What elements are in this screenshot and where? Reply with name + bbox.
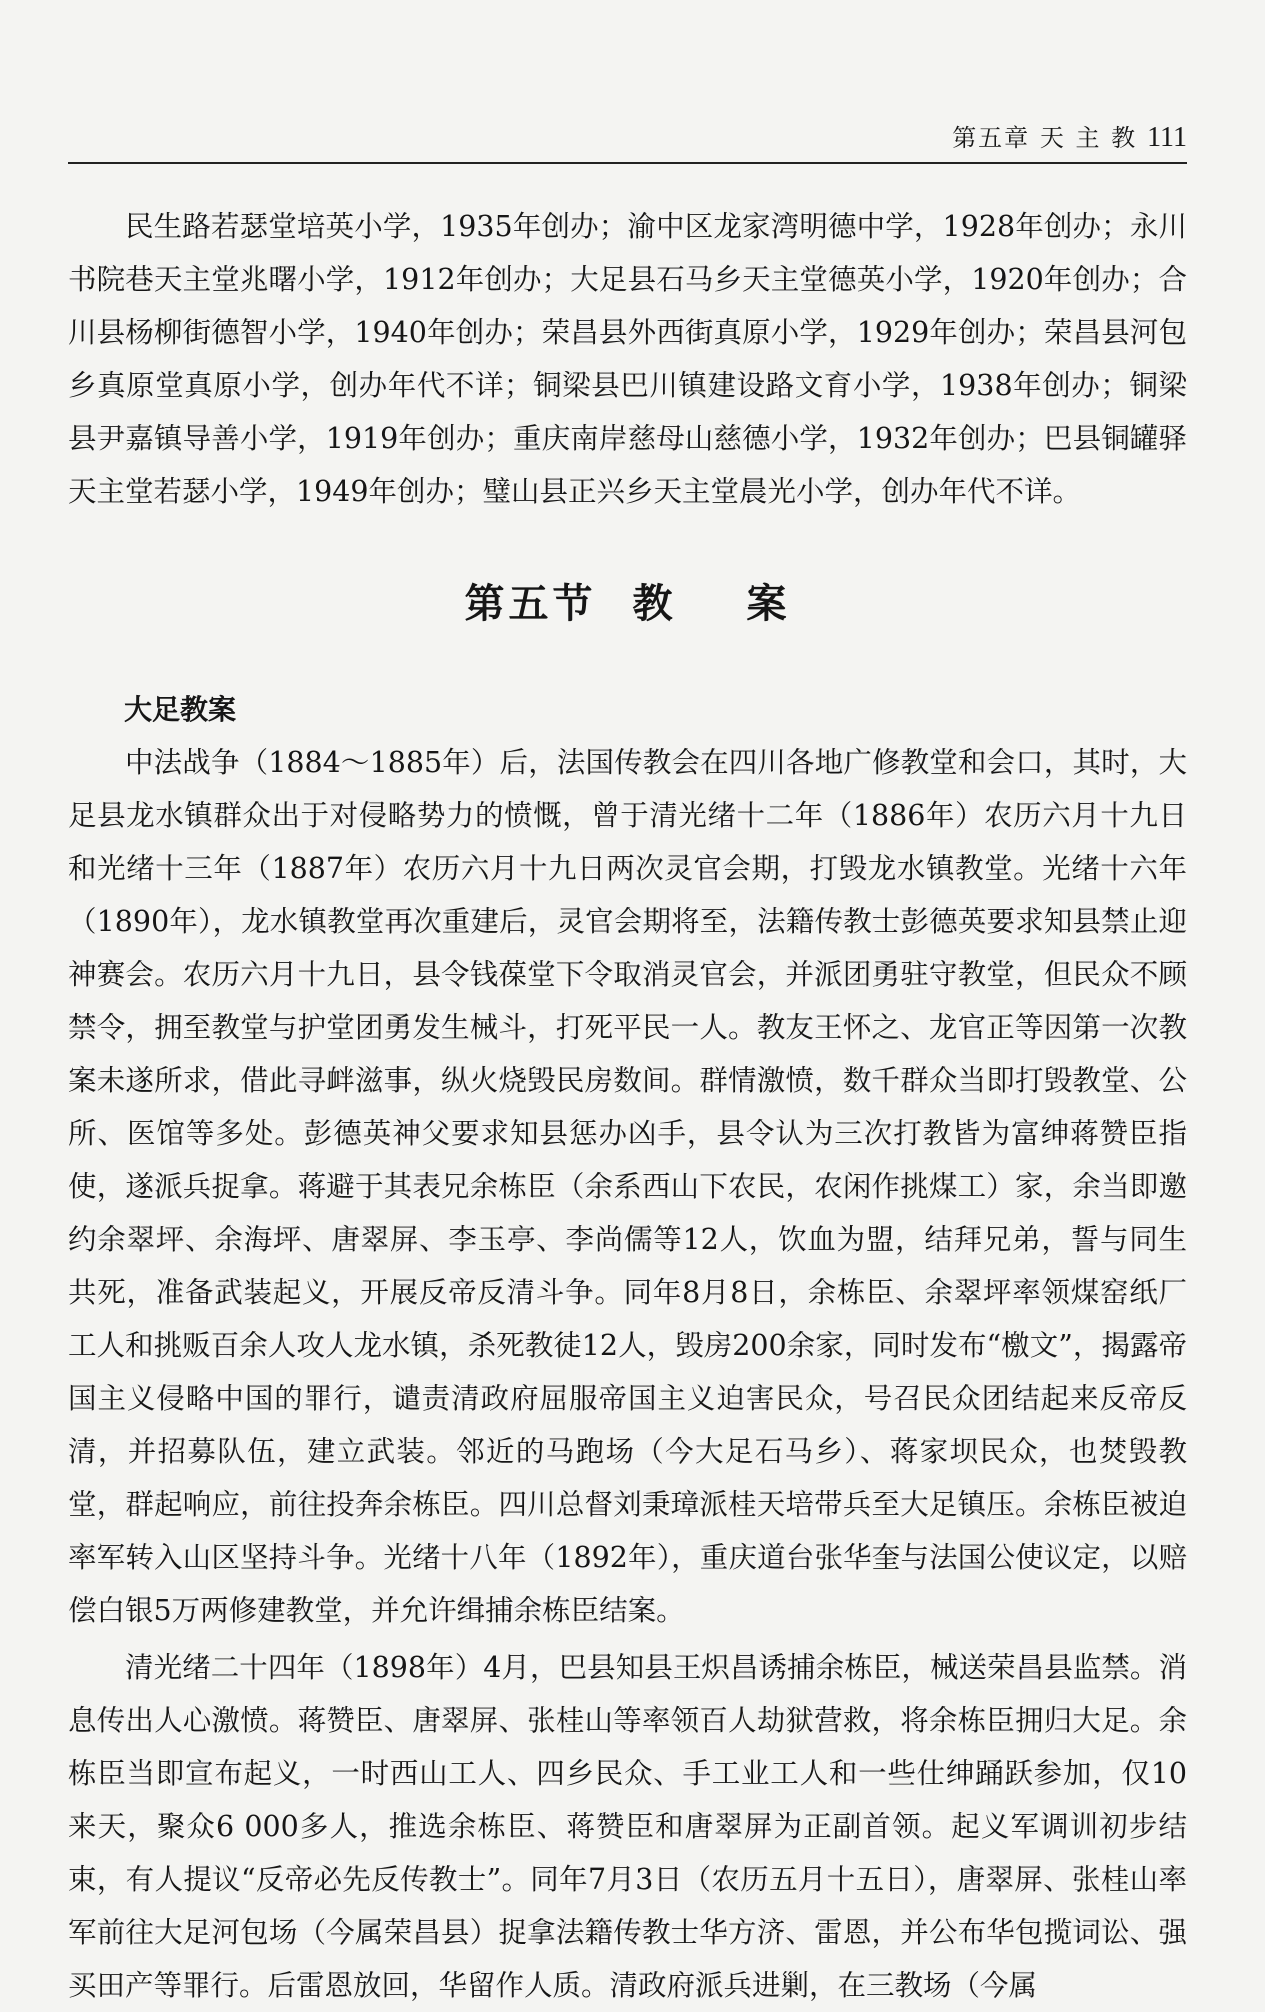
section-number: 第五节 <box>464 581 597 627</box>
paragraph-dazu-case-1: 中法战争（1884～1885年）后，法国传教会在四川各地广修教堂和会口，其时，大足县龙水镇群众出于对侵略势力的愤慨，曾于清光绪十二年（1886年）农历六月十九日和光绪十三年（1887年）农历六月十九日两次灵官会期，打毁龙水镇教堂。光绪十六年（1890年），龙水镇教堂再次重建后，灵官会期将至，法籍传教士彭德英要求知县禁止迎神赛会。农历六月十九日，县令钱葆堂下令取消灵官会，并派团勇驻守教堂，但民众不顾禁令，拥至教堂与护堂团勇发生械斗，打死平民一人。教友王怀之、龙官正等因第一次教案未遂所求，借此寻衅滋事，纵火烧毁民房数间。群情激愤，数千群众当即打毁教堂、公所、医馆等多处。彭德英神父要求知县惩办凶手，县令认为三次打教皆为富绅蒋赞臣指使，遂派兵捉拿。蒋避于其表兄余栋臣（余系西山下农民，农闲作挑煤工）家，余当即邀约余翠坪、余海坪、唐翠屏、李玉亭、李尚儒等12人，饮血为盟，结拜兄弟，誓与同生共死，准备武装起义，开展反帝反清斗争。同年8月8日，余栋臣、余翠坪率领煤窑纸厂工人和挑贩百余人攻人龙水镇，杀死教徒12人，毁房200余家，同时发布“檄文”，揭露帝国主义侵略中国的罪行，谴责清政府屈服帝国主义迫害民众，号召民众团结起来反帝反清，并招募队伍，建立武装。邻近的马跑场（今大足石马乡）、蒋家坝民众，也焚毁教堂，群起响应，前往投奔余栋臣。四川总督刘秉璋派桂天培带兵至大足镇压。余栋臣被迫率军转入山区坚持斗争。光绪十八年（1892年），重庆道台张华奎与法国公使议定，以赔偿白银5万两修建教堂，并允许缉捕余栋臣结案。 <box>68 746 1187 1627</box>
section-word-2: 案 <box>746 581 791 627</box>
section-title <box>68 576 1187 632</box>
subsection-title: 大足教案 <box>124 693 237 726</box>
running-header <box>68 118 1187 164</box>
paragraph-dazu-case-2: 清光绪二十四年（1898年）4月，巴县知县王炽昌诱捕余栋臣，械送荣昌县监禁。消息传出人心激愤。蒋赞臣、唐翠屏、张桂山等率领百人劫狱营救，将余栋臣拥归大足。余栋臣当即宣布起义，一时西山工人、四乡民众、手工业工人和一些仕绅踊跃参加，仅10来天，聚众6 000多人，推选余栋臣、蒋赞臣和唐翠屏为正副首领。起义军调训初步结束，有人提议“反帝必先反传教士”。同年7月3日（农历五月十五日），唐翠屏、张桂山率军前往大足河包场（今属荣昌县）捉拿法籍传教士华方济、雷恩，并公布华包揽词讼、强买田产等罪行。后雷恩放回，华留作人质。清政府派兵进剿，在三教场（今属 <box>68 1651 1187 2002</box>
paragraph-school-list: 民生路若瑟堂培英小学，1935年创办；渝中区龙家湾明德中学，1928年创办；永川书院巷天主堂兆曙小学，1912年创办；大足县石马乡天主堂德英小学，1920年创办；合川县杨柳街德智小学，1940年创办；荣昌县外西街真原小学，1929年创办；荣昌县河包乡真原堂真原小学，创办年代不详；铜梁县巴川镇建设路文育小学，1938年创办；铜梁县尹嘉镇导善小学，1919年创办；重庆南岸慈母山慈德小学，1932年创办；巴县铜罐驿天主堂若瑟小学，1949年创办；璧山县正兴乡天主堂晨光小学，创办年代不详。 <box>68 210 1187 508</box>
header-text <box>952 118 1187 154</box>
chapter-title: 第五章 天 主 教 <box>952 124 1138 152</box>
page-body <box>68 200 1187 2012</box>
page-number: 111 <box>1147 122 1187 153</box>
section-word-1: 教 <box>632 581 677 627</box>
